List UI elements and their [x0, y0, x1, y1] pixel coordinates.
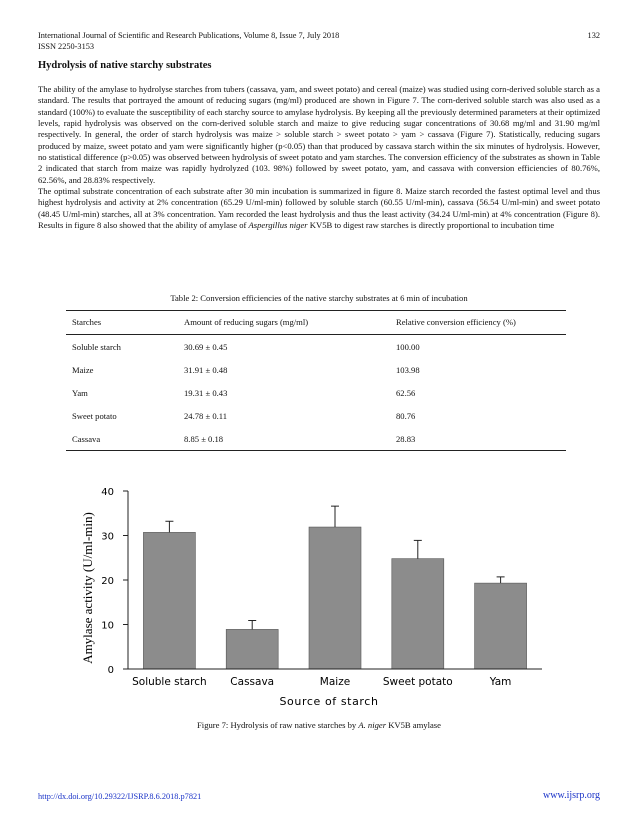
conversion-table — [66, 310, 566, 451]
journal-line: International Journal of Scientific and Research Publications, Volume 8, Issue 7, July 2018 — [38, 31, 340, 40]
issn: ISSN 2250-3153 — [38, 42, 95, 51]
bar — [143, 532, 195, 669]
table-header-efficiency: Relative conversion efficiency (%) — [390, 311, 566, 335]
x-tick-label: Yam — [489, 676, 512, 688]
page-number: 132 — [587, 31, 600, 40]
y-axis-label: Amylase activity (U/ml-min) — [80, 512, 95, 664]
table-header-starches: Starches — [66, 311, 178, 335]
table-cell: 8.85 ± 0.18 — [178, 427, 390, 451]
table-cell: Maize — [72, 364, 94, 375]
table-cell: 30.69 ± 0.45 — [184, 341, 228, 352]
table-header-row — [66, 311, 566, 335]
table-cell: 100.00 — [396, 341, 420, 352]
table-cell: 28.83 — [390, 427, 566, 451]
figure-caption-end: KV5B amylase — [386, 720, 441, 730]
y-tick-label: 0 — [107, 665, 114, 676]
bar-group — [143, 527, 526, 669]
body-text — [38, 84, 600, 231]
y-tick-label: 40 — [101, 487, 114, 498]
figure-caption-start: Figure 7: Hydrolysis of raw native starches by — [197, 720, 359, 730]
table-cell: 24.78 ± 0.11 — [184, 410, 228, 421]
y-tick-label: 30 — [101, 531, 114, 543]
paragraph-1: The ability of the amylase to hydrolyse starches from tubers (cassava, yam, and sweet potato) and cereal (maize) was studied using corn-derived soluble starch as a standard. The results that portrayed the amount of reducing sugars (mg/ml) produced are shown in Figure 7. The corn-derived soluble starch was also used as a standard (100%) to evaluate the susceptibility of each starchy source to amylase hydrolysis. By keeping all the previously determined parameters at their optimized levels, rapid hydrolysis was observed on the corn-derived soluble starch and maize to give reducing sugar concentrations of 30.68 mg/ml and 31.90 mg/ml respectively. In general, the order of starch hydrolysis was maize > soluble starch > sweet potato > yam > cassava (Figure 7). Statistically, reducing sugars produced by maize, sweet potato and yam were significantly higher (p<0.05) than that produced by cassava starch within the six minutes of hydrolysis. However, no statistical difference (p>0.05) was observed between hydrolysis of sweet potato and yam starches. The conversion efficiency of the substrates as shown in Table 2 indicated that starch from maize was rapidly hydrolyzed (103. 98%) followed by sweet potato, yam, and cassava with conversion efficiencies of 80.76%, 62.56%, and 28.83% respectively. — [38, 84, 601, 185]
page-header — [38, 30, 600, 52]
table-cell: 103.98 — [396, 364, 420, 375]
y-tick-group — [101, 487, 128, 676]
table-row — [66, 358, 566, 381]
table-cell: Cassava — [66, 427, 178, 451]
table-cell: Yam — [72, 387, 88, 398]
table-cell: 80.76 — [396, 410, 416, 421]
table-row — [66, 381, 566, 404]
x-tick-group — [132, 676, 511, 688]
table-header-sugars: Amount of reducing sugars (mg/ml) — [178, 311, 390, 335]
x-tick-label: Maize — [319, 676, 351, 688]
x-tick-label: Soluble starch — [132, 676, 207, 688]
figure-caption-species: A. niger — [358, 720, 387, 730]
x-axis-label: Source of starch — [279, 695, 379, 708]
paragraph-2-start: The optimal substrate concentration of each substrate after 30 min incubation is summarized in figure 8. Maize starch recorded the fastest optimal level and thus highest hydrolysis and activity at 2% concentration (65.29 U/ml-min) followed by soluble starch (60.55 U/ml-min), cassava (56.54 U/ml-min) and sweet potato (48.45 U/ml-min) starches, all at 3% concentration. Yam recorded the least hydrolysis and thus the least activity (34.24 U/ml-min) at 4% concentration (Figure 8). Results in figure 8 also showed that the ability of amylase of — [38, 186, 600, 231]
table-cell: Soluble starch — [72, 341, 121, 352]
bar — [392, 559, 444, 669]
table-row — [66, 427, 566, 451]
y-tick-label: 10 — [101, 620, 114, 632]
species-name: Aspergillus niger — [248, 220, 308, 231]
paragraph-2-end: KV5B to digest raw starches is directly proportional to incubation time — [307, 220, 555, 231]
table-cell: 19.31 ± 0.43 — [184, 387, 228, 398]
paragraph-2 — [38, 186, 600, 231]
section-title: Hydrolysis of native starchy substrates — [38, 60, 212, 71]
table-row — [66, 404, 566, 427]
table-cell: 62.56 — [396, 387, 416, 398]
bar — [226, 629, 278, 669]
site-link[interactable]: www.ijsrp.org — [543, 790, 600, 801]
x-tick-label: Cassava — [230, 676, 275, 688]
figure-caption — [0, 720, 638, 730]
table-cell: 31.91 ± 0.48 — [184, 364, 228, 375]
amylase-activity-chart — [80, 478, 550, 710]
bar — [475, 583, 527, 669]
doi-link[interactable]: http://dx.doi.org/10.29322/IJSRP.8.6.2018.p7821 — [38, 792, 202, 801]
table-cell: Sweet potato — [72, 410, 117, 421]
y-tick-label: 20 — [101, 576, 114, 587]
table-caption: Table 2: Conversion efficiencies of the native starchy substrates at 6 min of incubation — [170, 293, 468, 303]
bar — [309, 527, 361, 669]
x-tick-label: Sweet potato — [382, 676, 453, 688]
table-row — [66, 335, 566, 359]
